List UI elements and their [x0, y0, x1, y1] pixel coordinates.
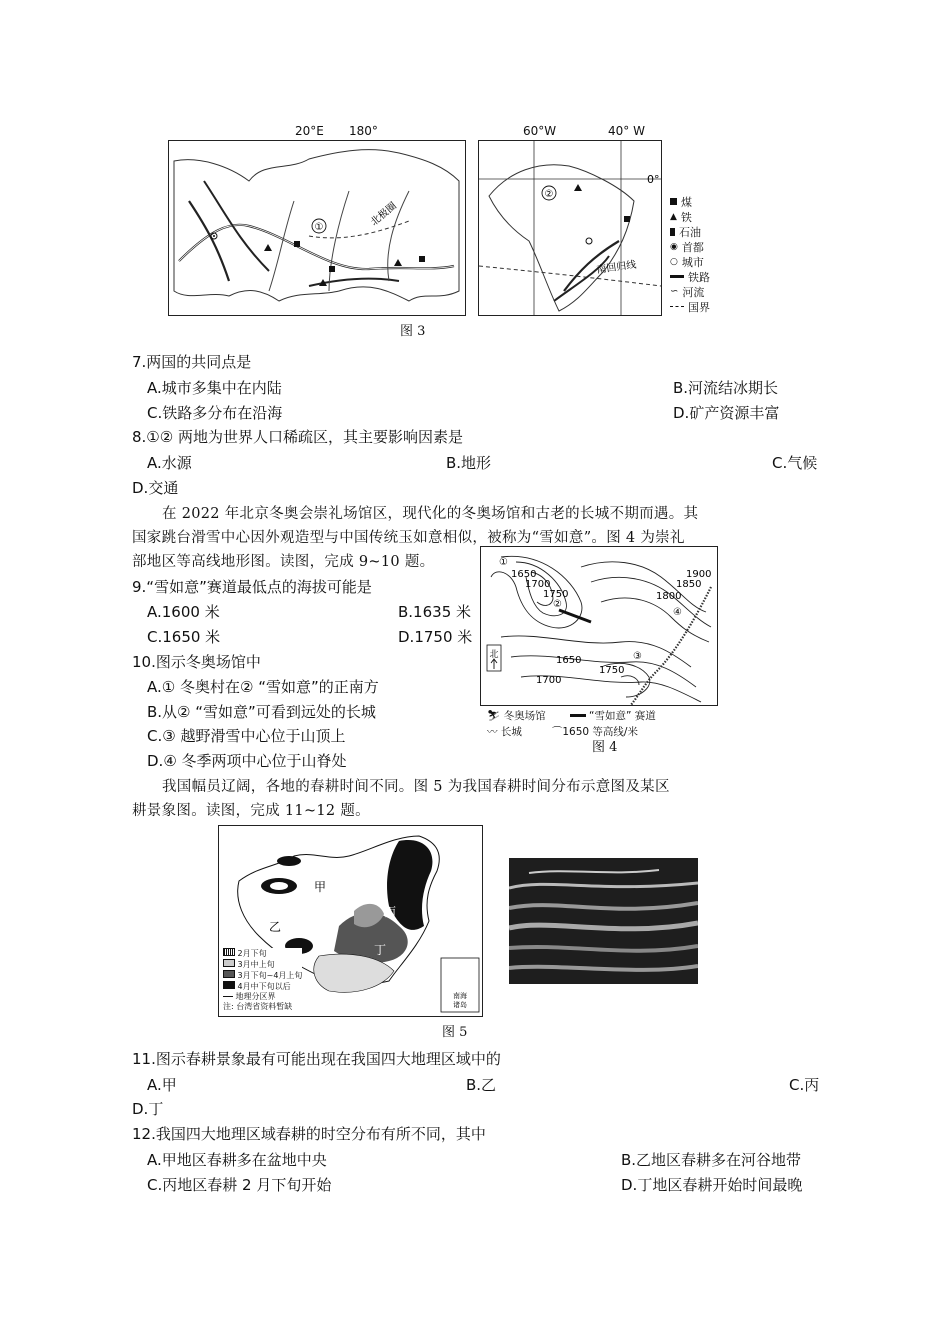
passage1-line2: 国家跳台滑雪中心因外观造型与中国传统玉如意相似，被称为“雪如意”。图 4 为崇礼	[132, 530, 685, 546]
north-label: 北	[489, 650, 499, 660]
q7-option-d[interactable]: D.矿产资源丰富	[673, 404, 780, 422]
q12-option-d[interactable]: D.丁地区春耕开始时间最晚	[621, 1176, 803, 1194]
q11-option-d[interactable]: D.丁	[132, 1100, 164, 1118]
ski-track-icon	[570, 714, 586, 717]
q7-stem: 7.两国的共同点是	[132, 353, 252, 371]
tropic-label: 南回归线	[595, 259, 638, 276]
q10-option-c[interactable]: C.③ 越野滑雪中心位于山顶上	[147, 727, 346, 745]
q9-option-d[interactable]: D.1750 米	[398, 628, 473, 646]
contour-label-1850: 1850	[676, 579, 702, 590]
terrace-photo	[509, 858, 698, 984]
q11-option-a[interactable]: A.甲	[147, 1076, 177, 1094]
q10-stem: 10.图示冬奥场馆中	[132, 653, 261, 671]
contour-label-1800: 1800	[656, 591, 682, 602]
q10-option-b[interactable]: B.从② “雪如意”可看到远处的长城	[147, 703, 376, 721]
brazil-region-label: ②	[544, 189, 554, 200]
fig5-legend: 2月下旬 3月中上旬 3月下旬~4月上旬 4月中下旬以后 地理分区界 注: 台湾省资料暂缺	[223, 949, 303, 1011]
oil-icon	[670, 228, 675, 236]
q8-option-a[interactable]: A.水源	[147, 454, 192, 472]
site-1-label: ①	[499, 557, 508, 568]
river-icon: ∽	[670, 286, 679, 297]
q7-option-c[interactable]: C.铁路多分布在沿海	[147, 404, 283, 422]
coal-icon	[670, 198, 677, 205]
q9-option-b[interactable]: B.1635 米	[398, 603, 472, 621]
passage1-line3: 部地区等高线地形图。读图，完成 9~10 题。	[132, 554, 435, 570]
feb-late-swatch	[223, 948, 235, 956]
q12-option-a[interactable]: A.甲地区春耕多在盆地中央	[147, 1151, 327, 1169]
fig5-caption: 图 5	[442, 1025, 468, 1040]
contour-label-1750-south: 1750	[599, 665, 625, 676]
region-boundary-icon	[223, 996, 233, 997]
q12-option-c[interactable]: C.丙地区春耕 2 月下旬开始	[147, 1176, 332, 1194]
inset-label-nanhai: 南海	[453, 992, 467, 1000]
contour-label-1900: 1900	[686, 569, 712, 580]
mar-early-swatch	[223, 959, 235, 967]
q10-option-a[interactable]: A.① 冬奥村在② “雪如意”的正南方	[147, 678, 379, 696]
region-ding-label: 丁	[374, 943, 387, 957]
passage2-line1: 我国幅员辽阔，各地的春耕时间不同。图 5 为我国春耕时间分布示意图及某区	[162, 779, 670, 795]
railway-icon	[670, 275, 684, 278]
q9-option-a[interactable]: A.1600 米	[147, 603, 220, 621]
site-4-label: ④	[673, 607, 682, 618]
russia-lon-20e: 20°E	[295, 124, 324, 138]
q11-option-c[interactable]: C.丙	[789, 1076, 820, 1094]
city-icon: ○	[670, 256, 678, 267]
china-spring-plowing-map	[218, 825, 483, 1017]
russia-lon-180: 180°	[349, 124, 378, 138]
q9-stem: 9.“雪如意”赛道最低点的海拔可能是	[132, 578, 372, 596]
contour-line-icon: ⌒	[551, 725, 563, 738]
passage1-line1: 在 2022 年北京冬奥会崇礼场馆区，现代化的冬奥场馆和古老的长城不期而遇。其	[162, 506, 699, 522]
contour-label-1650-south: 1650	[556, 655, 582, 666]
q8-stem: 8.①② 两地为世界人口稀疏区，其主要影响因素是	[132, 428, 463, 446]
q7-option-b[interactable]: B.河流结冰期长	[673, 379, 779, 397]
region-jia-label: 甲	[314, 880, 327, 894]
mar-late-swatch	[223, 970, 235, 978]
q10-option-d[interactable]: D.④ 冬季两项中心位于山脊处	[147, 752, 347, 770]
q12-option-b[interactable]: B.乙地区春耕多在河谷地带	[621, 1151, 802, 1169]
brazil-map	[478, 140, 662, 316]
apr-late-swatch	[223, 981, 235, 989]
passage2-line2: 耕景象图。读图，完成 11~12 题。	[132, 803, 370, 819]
q7-option-a[interactable]: A.城市多集中在内陆	[147, 379, 282, 397]
q8-option-d[interactable]: D.交通	[132, 479, 179, 497]
fig4-caption: 图 4	[592, 740, 618, 755]
brazil-lon-40w: 40° W	[608, 124, 645, 138]
q8-option-b[interactable]: B.地形	[446, 454, 492, 472]
q11-option-b[interactable]: B.乙	[466, 1076, 497, 1094]
contour-label-1700-south: 1700	[536, 675, 562, 686]
iron-icon: ▲	[670, 211, 677, 222]
fig3-caption: 图 3	[400, 324, 426, 339]
contour-label-1750: 1750	[543, 589, 569, 600]
contour-label-1700: 1700	[525, 579, 551, 590]
contour-map	[480, 546, 718, 706]
q8-option-c[interactable]: C.气候	[772, 454, 818, 472]
contour-label-1650: 1650	[511, 569, 537, 580]
russia-map	[168, 140, 466, 316]
russia-region-label: ①	[314, 222, 324, 233]
site-3-label: ③	[633, 651, 642, 662]
inset-label-zhudao: 诸岛	[453, 1001, 467, 1009]
q9-option-c[interactable]: C.1650 米	[147, 628, 221, 646]
fig4-legend: ⛷ 冬奥场馆 “雪如意” 赛道 〰 长城 ⌒1650 等高线/米	[487, 709, 656, 738]
q12-stem: 12.我国四大地理区域春耕的时空分布有所不同，其中	[132, 1125, 486, 1143]
region-bing-label: 丙	[384, 905, 397, 919]
border-icon	[670, 306, 684, 307]
equator-label: 0°	[647, 173, 660, 186]
brazil-lon-60w: 60°W	[523, 124, 557, 138]
capital-icon: ◉	[670, 241, 678, 252]
region-yi-label: 乙	[269, 920, 282, 934]
great-wall-icon: 〰	[487, 725, 498, 738]
q11-stem: 11.图示春耕景象最有可能出现在我国四大地理区域中的	[132, 1050, 501, 1068]
venue-icon: ⛷	[487, 709, 501, 722]
fig3-legend: 煤 ▲ 铁 石油 ◉ 首都 ○ 城市 铁路 ∽ 河流 国界	[670, 195, 710, 314]
site-2-label: ②	[553, 599, 562, 610]
arctic-circle-label: 北极圈	[368, 200, 399, 229]
